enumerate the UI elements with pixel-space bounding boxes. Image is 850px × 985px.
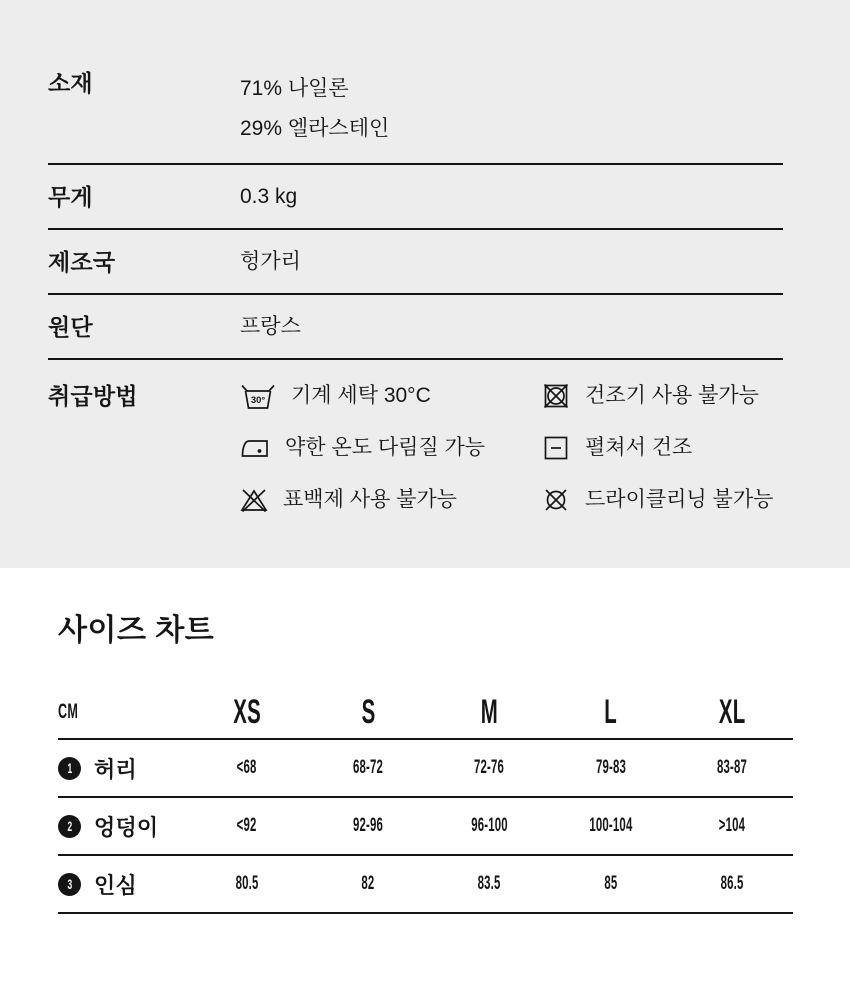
spec-value-fabric: 프랑스: [240, 315, 301, 338]
spec-label-material: 소재: [48, 70, 93, 96]
flat-dry-icon: [542, 434, 570, 462]
care-item-wash: [240, 370, 542, 422]
svg-text:30°: 30°: [250, 394, 266, 406]
badge-2: 2: [58, 815, 81, 838]
care-instructions: [240, 370, 783, 526]
cell-inseam-s: 82: [361, 873, 375, 894]
row-label-inseam: [58, 869, 186, 900]
spec-row-weight: [48, 165, 783, 230]
badge-1: 1: [58, 757, 81, 780]
cell-hip-s: 92-96: [353, 815, 384, 836]
cell-inseam-l: 85: [604, 873, 618, 894]
size-chart-section: [0, 612, 850, 914]
cell-hip-xl: >104: [719, 815, 746, 836]
row-label-hip: [58, 811, 186, 842]
size-chart-table: [58, 686, 793, 914]
table-row-inseam: [58, 856, 793, 914]
column-header-m: M: [480, 692, 499, 731]
cell-waist-l: 79-83: [595, 757, 626, 778]
spec-label-care: 취급방법: [48, 383, 138, 409]
care-item-flat-dry: [542, 422, 783, 474]
cell-inseam-xs: 80.5: [235, 873, 259, 894]
column-header-xs: XS: [232, 692, 261, 731]
care-text-flat-dry: 펼쳐서 건조: [585, 436, 693, 459]
care-text-dry-clean: 드라이클리닝 불가능: [585, 488, 774, 511]
care-item-bleach: [240, 474, 542, 526]
row-label-waist: [58, 753, 186, 784]
care-text-tumble-dry: 건조기 사용 불가능: [585, 384, 759, 407]
cell-waist-xl: 83-87: [717, 757, 748, 778]
care-text-bleach: 표백제 사용 불가능: [283, 488, 457, 511]
spec-value-weight: 0.3 kg: [240, 185, 298, 208]
row-label-text: 엉덩이: [94, 814, 159, 840]
spec-row-fabric: [48, 295, 783, 360]
badge-3: 3: [58, 873, 81, 896]
spec-row-country: [48, 230, 783, 295]
table-row-waist: [58, 740, 793, 798]
care-column-left: [240, 370, 542, 526]
unit-label: CM: [58, 700, 79, 723]
spec-value-country: 헝가리: [240, 250, 301, 273]
cell-waist-m: 72-76: [474, 757, 505, 778]
no-tumble-dry-icon: [542, 382, 570, 410]
no-dry-clean-icon: [542, 486, 570, 514]
spec-label-country: 제조국: [48, 249, 116, 275]
column-header-xl: XL: [718, 692, 746, 731]
care-item-tumble-dry: [542, 370, 783, 422]
care-item-iron: [240, 422, 542, 474]
care-column-right: [542, 370, 783, 526]
care-text-wash: 기계 세탁 30°C: [291, 384, 431, 407]
wash-30-icon: [240, 383, 276, 410]
care-text-iron: 약한 온도 다림질 가능: [285, 436, 486, 459]
iron-low-icon: [240, 437, 270, 460]
spec-label-weight: 무게: [48, 184, 93, 210]
spec-label-fabric: 원단: [48, 314, 93, 340]
table-row-hip: [58, 798, 793, 856]
spec-row-care: [48, 360, 783, 526]
size-chart-header-row: [58, 686, 793, 740]
row-label-text: 인심: [94, 872, 137, 898]
column-header-s: S: [361, 692, 376, 731]
no-bleach-icon: [240, 487, 268, 513]
spec-row-material: [48, 56, 783, 165]
cell-inseam-m: 83.5: [478, 873, 501, 894]
cell-hip-m: 96-100: [471, 815, 508, 836]
cell-inseam-xl: 86.5: [720, 873, 744, 894]
column-header-l: L: [604, 692, 618, 731]
material-line-2: 29% 엘라스테인: [240, 117, 390, 140]
cell-waist-xs: <68: [236, 757, 257, 778]
cell-waist-s: 68-72: [353, 757, 384, 778]
unit-cell: [58, 700, 186, 724]
cell-hip-xs: <92: [236, 815, 257, 836]
cell-hip-l: 100-104: [589, 815, 633, 836]
material-line-1: 71% 나일론: [240, 77, 349, 100]
care-item-dry-clean: [542, 474, 783, 526]
row-label-text: 허리: [94, 756, 137, 782]
size-chart-title: 사이즈 차트: [58, 614, 215, 647]
spec-value-material: [240, 69, 389, 149]
